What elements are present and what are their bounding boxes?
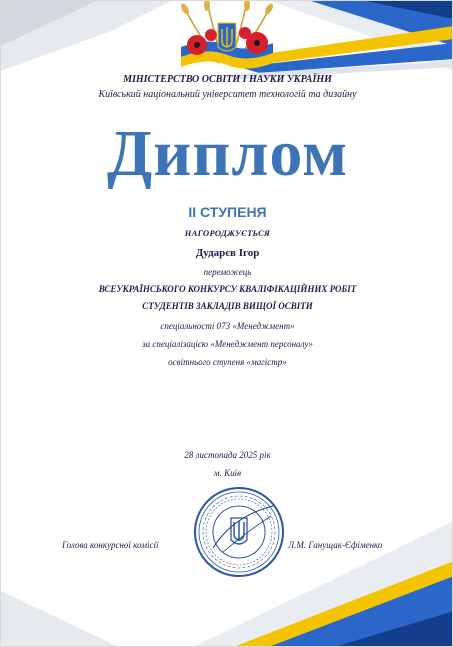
ministry-name: МІНІСТЕРСТВО ОСВІТИ І НАУКИ УКРАЇНИ — [123, 74, 332, 85]
awarded-label: НАГОРОДЖУЄТЬСЯ — [184, 228, 271, 238]
winner-label: переможець — [203, 267, 252, 277]
degree-level: II СТУПЕНЯ — [188, 204, 267, 220]
award-city: м. Київ — [213, 468, 242, 478]
contest-line-2: СТУДЕНТІВ ЗАКЛАДІВ ВИЩОЇ ОСВІТИ — [142, 301, 313, 311]
trident-flowers-emblem-icon — [1, 1, 453, 81]
specialization: за спеціалізацією «Менеджмент персоналу» — [142, 339, 313, 349]
trident-seal-icon — [193, 486, 285, 578]
specialty: спеціальності 073 «Менеджмент» — [160, 321, 295, 331]
commission-head-label: Голова конкурсної комісії — [62, 540, 159, 550]
contest-line-1: ВСЕУКРАЇНСЬКОГО КОНКУРСУ КВАЛІФІКАЦІЙНИХ РОБІТ — [98, 284, 357, 294]
diploma-title: Диплом — [106, 117, 349, 190]
university-name: Київський національний університет технологій та дизайну — [98, 89, 357, 100]
award-date: 28 листопада 2025 рік — [184, 450, 271, 460]
signatory-name: Л.М. Ганущак-Єфіменко — [288, 540, 383, 550]
education-level: освітнього ступеня «магістр» — [168, 357, 287, 367]
recipient-name: Дударєв Ігор — [195, 247, 260, 259]
